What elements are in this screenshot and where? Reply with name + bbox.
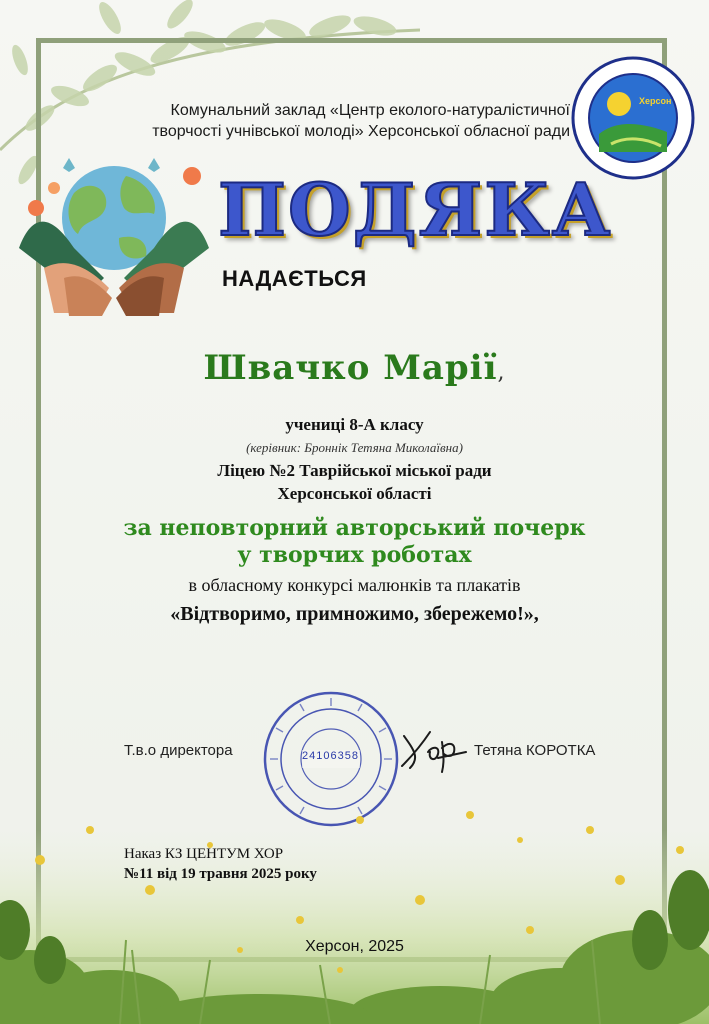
award-line-1: за неповторний авторський почерк xyxy=(123,515,586,541)
recipient-name-line xyxy=(0,348,709,388)
meadow-grass-decoration xyxy=(0,790,709,1024)
recipient-comma: , xyxy=(497,360,506,385)
grants-label: НАДАЄТЬСЯ xyxy=(222,266,367,291)
order-line-1: Наказ КЗ ЦЕНТУМ ХОР xyxy=(124,846,284,862)
director-title: Т.в.о директора xyxy=(124,742,233,759)
institution-line-2: творчості учнівської молоді» Херсонської обласної ради xyxy=(152,123,570,140)
recipient-name: Швачко Марії xyxy=(203,348,498,388)
director-name: Тетяна КОРОТКА xyxy=(474,742,596,759)
globe-hands-icon xyxy=(14,148,214,318)
institution-line-1: Комунальний заклад «Центр еколого-натуралістичної xyxy=(170,102,570,119)
regional-ecology-center-emblem xyxy=(571,56,695,180)
contest-motto: «Відтворимо, примножимо, збережемо!», xyxy=(170,603,539,625)
certificate-title: ПОДЯКА xyxy=(218,167,613,252)
order-line-2: №11 від 19 травня 2025 року xyxy=(124,866,317,882)
handwritten-signature xyxy=(398,722,468,774)
institution-header xyxy=(70,100,570,142)
school-line-1: Ліцею №2 Таврійської міської ради xyxy=(217,461,492,480)
mentor-note: (керівник: Броннік Тетяна Миколаївна) xyxy=(246,440,463,455)
student-class: учениці 8-А класу xyxy=(285,415,424,434)
stamp-code: 24106358 xyxy=(302,750,359,762)
contest-description: в обласному конкурсі малюнків та плакатів xyxy=(188,575,521,595)
svg-text:Херсон: Херсон xyxy=(639,96,672,106)
award-line-2: у творчих роботах xyxy=(237,542,472,568)
school-line-2: Херсонської області xyxy=(277,484,432,503)
place-year: Херсон, 2025 xyxy=(305,938,404,955)
